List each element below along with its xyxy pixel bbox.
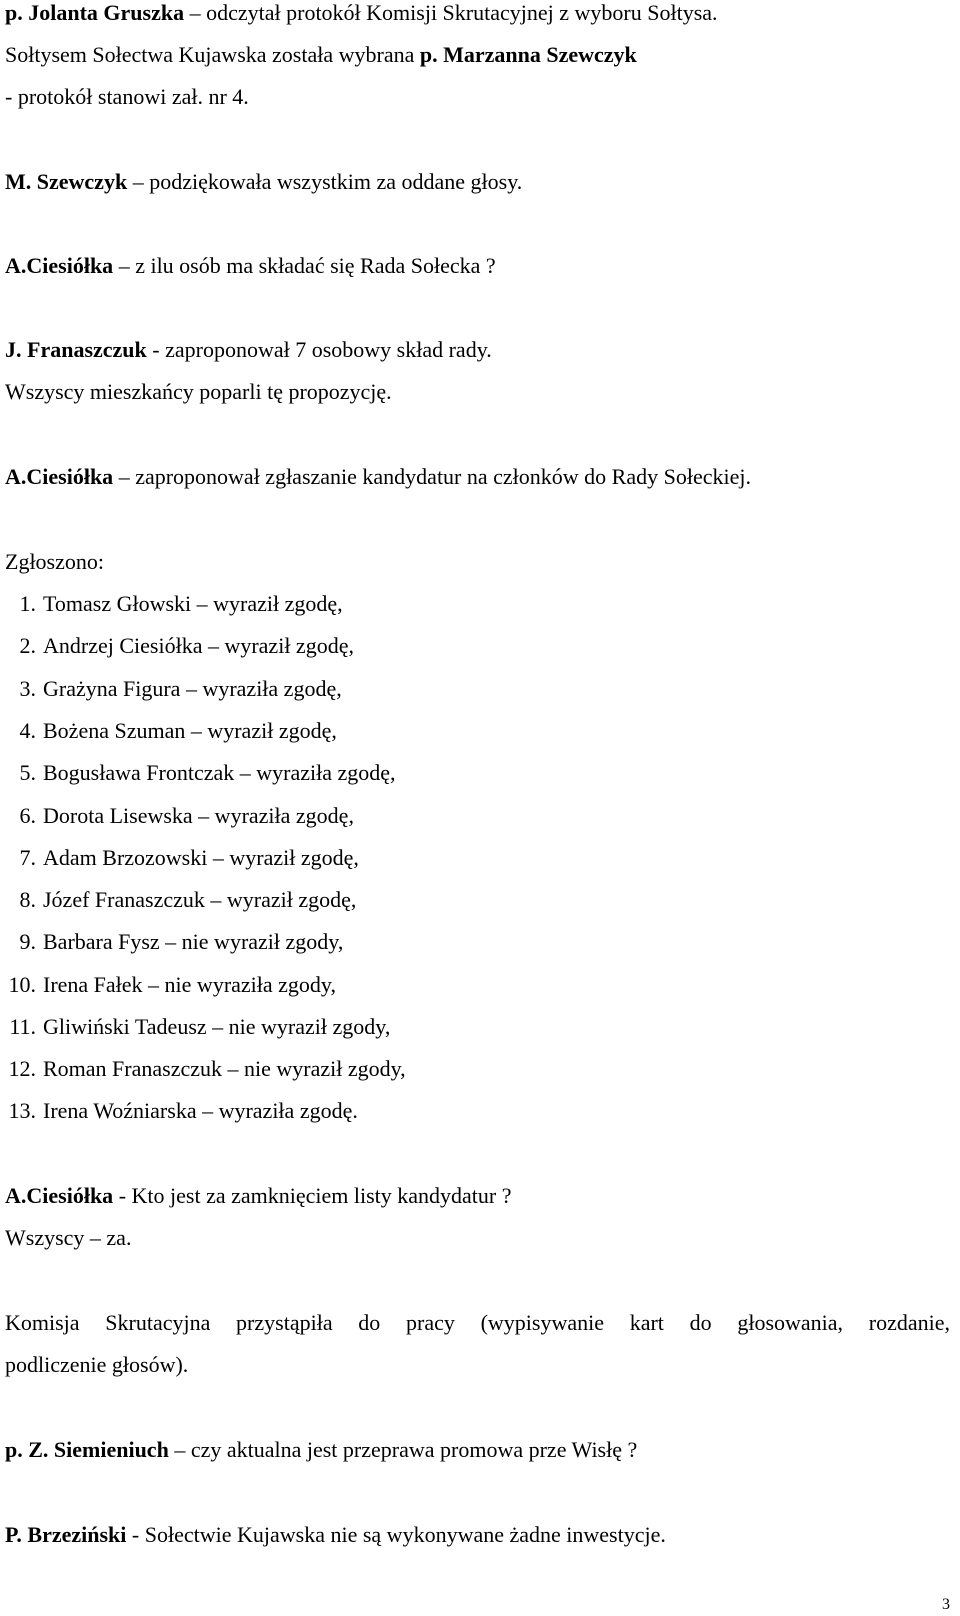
attachment-note: - protokół stanowi zał. nr 4. <box>5 84 249 109</box>
election-result-line <box>5 42 637 68</box>
council-size-question <box>5 253 496 279</box>
statement-text: - Sołectwie Kujawska nie są wykonywane żadne inwestycje. <box>126 1522 666 1547</box>
list-item: 9. Barbara Fysz – nie wyraził zgody, <box>19 929 344 954</box>
statement-text: Sołtysem Sołectwa Kujawska została wybrana <box>5 42 420 67</box>
list-item: 1. Tomasz Głowski – wyraził zgodę, <box>19 591 343 616</box>
statement-text: - Kto jest za zamknięciem listy kandydatur ? <box>113 1183 512 1208</box>
vote-result-line: Wszyscy – za. <box>5 1225 132 1250</box>
statement-text: – z ilu osób ma składać się Rada Sołecka ? <box>113 253 496 278</box>
speaker-name: A.Ciesiółka <box>5 253 114 278</box>
list-item: 11. Gliwiński Tadeusz – nie wyraził zgody, <box>9 1014 391 1039</box>
page-number: 3 <box>942 1596 950 1613</box>
speaker-name: p. Jolanta Gruszka <box>5 0 185 25</box>
list-item: 7. Adam Brzozowski – wyraził zgodę, <box>19 845 359 870</box>
speaker-name: M. Szewczyk <box>5 169 128 194</box>
thanks-line <box>5 169 522 195</box>
list-item: 4. Bożena Szuman – wyraził zgodę, <box>19 718 337 743</box>
speaker-name: J. Franaszczuk <box>5 337 147 362</box>
speaker-name: A.Ciesiółka <box>5 1183 114 1208</box>
statement-text: – podziękowała wszystkim za oddane głosy. <box>127 169 523 194</box>
list-item: 8. Józef Franaszczuk – wyraził zgodę, <box>19 887 357 912</box>
list-item: 2. Andrzej Ciesiółka – wyraził zgodę, <box>19 633 354 658</box>
ferry-question-line <box>5 1437 637 1463</box>
speaker-name: P. Brzeziński <box>5 1522 127 1547</box>
list-item: 5. Bogusława Frontczak – wyraziła zgodę, <box>19 760 396 785</box>
protocol-reading-line <box>5 0 718 26</box>
commission-work-line-2: podliczenie głosów). <box>5 1352 189 1377</box>
close-list-question <box>5 1183 512 1209</box>
list-item: 6. Dorota Lisewska – wyraziła zgodę, <box>19 803 354 828</box>
candidates-heading: Zgłoszono: <box>5 549 104 574</box>
investments-line <box>5 1522 666 1548</box>
speaker-name: A.Ciesiółka <box>5 464 114 489</box>
statement-text: – czy aktualna jest przeprawa promowa prze Wisłę ? <box>168 1437 638 1462</box>
commission-work-line: Komisja Skrutacyjna przystąpiła do pracy (wypisywanie kart do głosowania, rozdanie, <box>5 1310 950 1335</box>
list-item: 3. Grażyna Figura – wyraziła zgodę, <box>19 676 342 701</box>
list-item: 10. Irena Fałek – nie wyraziła zgody, <box>8 972 337 997</box>
list-item: 13. Irena Woźniarska – wyraziła zgodę. <box>8 1098 358 1123</box>
list-item: 12. Roman Franaszczuk – nie wyraził zgody, <box>8 1056 406 1081</box>
elected-name: p. Marzanna Szewczyk <box>419 42 637 67</box>
statement-text: – odczytał protokół Komisji Skrutacyjnej z wyboru Sołtysa. <box>184 0 718 25</box>
nomination-proposal-line <box>5 464 751 490</box>
speaker-name: p. Z. Siemieniuch <box>5 1437 169 1462</box>
support-line: Wszyscy mieszkańcy poparli tę propozycję. <box>5 379 392 404</box>
statement-text: – zaproponował zgłaszanie kandydatur na członków do Rady Sołeckiej. <box>113 464 751 489</box>
statement-text: - zaproponował 7 osobowy skład rady. <box>146 337 492 362</box>
proposal-line <box>5 337 492 363</box>
